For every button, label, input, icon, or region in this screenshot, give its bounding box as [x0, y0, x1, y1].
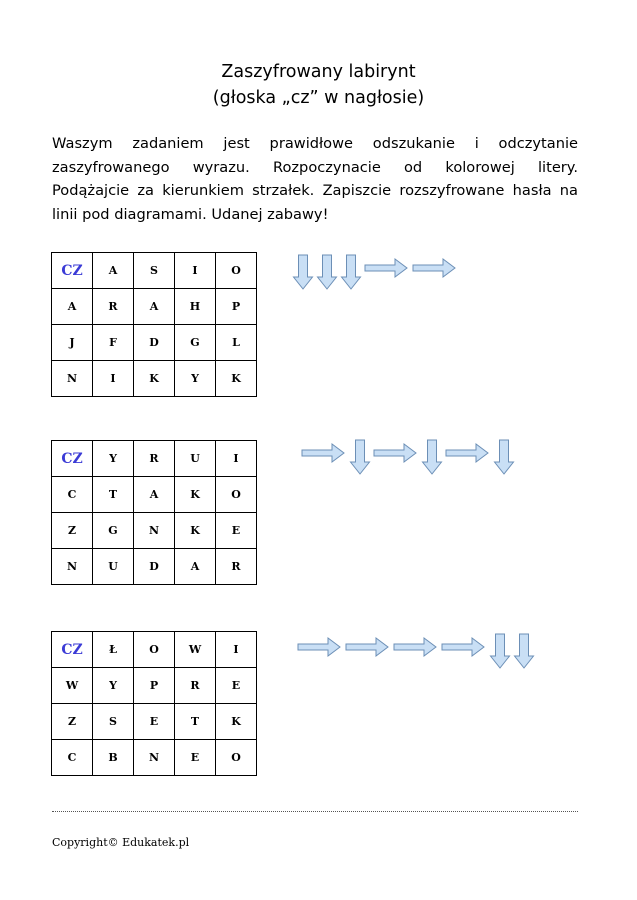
grid-cell: O [216, 740, 257, 776]
arrow-down-icon [423, 440, 442, 474]
grid-cell: L [216, 325, 257, 361]
grid-cell: D [134, 325, 175, 361]
grid-cell: T [93, 477, 134, 513]
grid-cell: E [216, 668, 257, 704]
arrow-right-icon [298, 638, 340, 656]
arrow-down-icon [351, 440, 370, 474]
grid-cell: S [134, 253, 175, 289]
grid-cell: K [216, 704, 257, 740]
grid-cell: A [134, 289, 175, 325]
grid-cell: J [52, 325, 93, 361]
grid-cell: N [134, 513, 175, 549]
grid-cell: Z [52, 704, 93, 740]
copyright: Copyright© Edukatek.pl [52, 836, 190, 849]
grid-cell: A [134, 477, 175, 513]
grid-cell: Y [175, 361, 216, 397]
arrow-right-icon [446, 444, 488, 462]
grid-cell: C [52, 477, 93, 513]
grid-cell: B [93, 740, 134, 776]
grid-cell: K [134, 361, 175, 397]
arrow-down-icon [342, 255, 361, 289]
arrow-right-icon [442, 638, 484, 656]
instructions-line: Waszym zadaniem jest prawidłowe odszukanie i odczytanie [52, 135, 578, 152]
grid-cell: I [93, 361, 134, 397]
grid-cell: G [175, 325, 216, 361]
grid-cell: P [216, 289, 257, 325]
grid-cell: N [52, 361, 93, 397]
grid-cell: I [216, 632, 257, 668]
grid-cell: R [175, 668, 216, 704]
arrow-right-icon [346, 638, 388, 656]
grid-cell: O [216, 477, 257, 513]
start-letter-cell: CZ [52, 632, 93, 668]
instructions-line: linii pod diagramami. Udanej zabawy! [52, 205, 329, 223]
grid-cell: N [134, 740, 175, 776]
start-letter-cell: CZ [52, 441, 93, 477]
page-title: Zaszyfrowany labirynt [221, 62, 416, 82]
grid-cell: A [93, 253, 134, 289]
grid-cell: I [175, 253, 216, 289]
arrow-down-icon [491, 634, 510, 668]
arrow-down-icon [294, 255, 313, 289]
grid-cell: D [134, 549, 175, 585]
grid-cell: Y [93, 668, 134, 704]
grid-cell: G [93, 513, 134, 549]
grid-cell: E [134, 704, 175, 740]
grid-cell: F [93, 325, 134, 361]
grid-cell: R [216, 549, 257, 585]
grid-cell: K [175, 513, 216, 549]
grid-cell: S [93, 704, 134, 740]
grid-cell: E [216, 513, 257, 549]
grid-cell: W [175, 632, 216, 668]
instructions-line: Podążajcie za kierunkiem strzałek. Zapiszcie rozszyfrowane hasła na [52, 182, 578, 199]
arrow-down-icon [318, 255, 337, 289]
grid-cell: T [175, 704, 216, 740]
grid-cell: R [93, 289, 134, 325]
grid-cell: W [52, 668, 93, 704]
page-subtitle: (głoska „cz” w nagłosie) [212, 88, 425, 108]
grid-cell: U [93, 549, 134, 585]
arrow-right-icon [413, 259, 455, 277]
grid-cell: O [216, 253, 257, 289]
arrow-right-icon [365, 259, 407, 277]
grid-cell: Y [93, 441, 134, 477]
grid-cell: H [175, 289, 216, 325]
instructions-line: zaszyfrowanego wyrazu. Rozpoczynacie od kolorowej litery. [52, 158, 578, 176]
grid-cell: Z [52, 513, 93, 549]
answer-line [52, 811, 578, 812]
grid-cell: R [134, 441, 175, 477]
start-letter-cell: CZ [52, 253, 93, 289]
grid-cell: U [175, 441, 216, 477]
grid-cell: A [52, 289, 93, 325]
arrow-down-icon [495, 440, 514, 474]
grid-cell: O [134, 632, 175, 668]
grid-cell: N [52, 549, 93, 585]
grid-cell: E [175, 740, 216, 776]
grid-cell: Ł [93, 632, 134, 668]
arrow-down-icon [515, 634, 534, 668]
grid-cell: C [52, 740, 93, 776]
grid-cell: I [216, 441, 257, 477]
grid-cell: K [175, 477, 216, 513]
arrow-right-icon [302, 444, 344, 462]
grid-cell: A [175, 549, 216, 585]
arrow-right-icon [394, 638, 436, 656]
grid-cell: P [134, 668, 175, 704]
grid-cell: K [216, 361, 257, 397]
arrow-right-icon [374, 444, 416, 462]
